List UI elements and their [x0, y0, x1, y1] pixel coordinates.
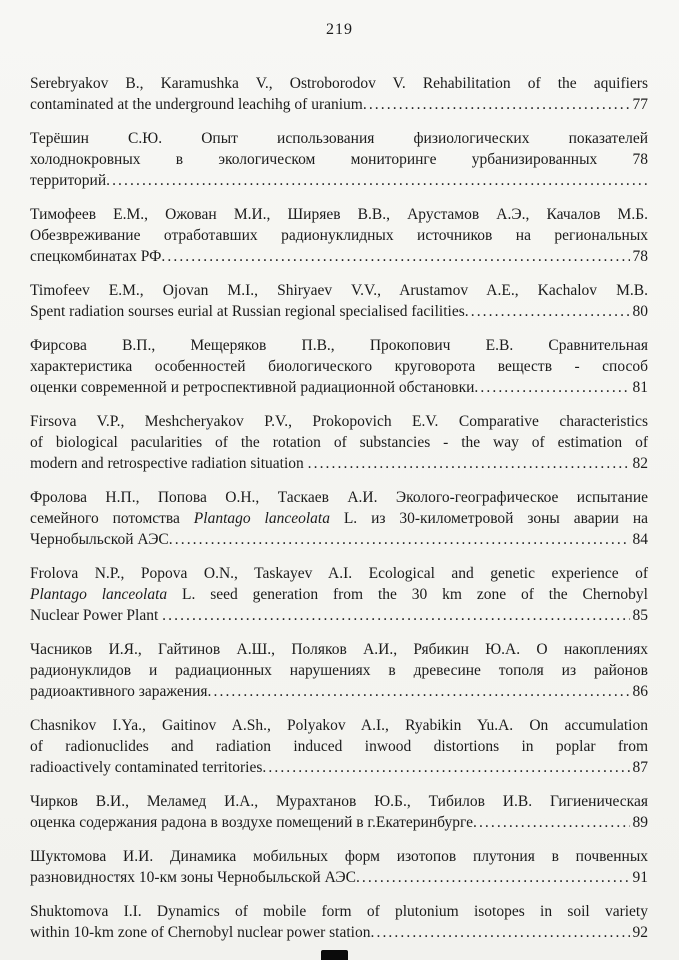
entry-line	[30, 356, 648, 377]
entry-text	[30, 489, 648, 506]
text-segment: Шуктомова И.И. Динамика мобильных форм изотопов плутония в почвенных	[30, 848, 648, 865]
toc-entry	[30, 901, 648, 943]
entry-line	[30, 757, 648, 778]
leader-dots	[162, 605, 629, 626]
leader-dots	[363, 94, 630, 115]
toc-entry	[30, 411, 648, 474]
page-number: 89	[632, 814, 648, 831]
leader-dots	[474, 377, 629, 398]
text-segment: территорий	[30, 172, 107, 189]
entry-line	[30, 149, 648, 170]
entry-text	[30, 301, 465, 322]
entry-text	[30, 510, 648, 527]
text-segment: Frolova N.P., Popova O.N., Taskayev A.I. Ecological and genetic experience of	[30, 565, 648, 582]
leader-dots	[308, 453, 630, 474]
scan-artifact	[321, 950, 348, 960]
entry-line	[30, 170, 648, 191]
entry-text	[30, 681, 208, 702]
text-segment: оценки современной и ретроспективной радиационной обстановки	[30, 379, 475, 396]
text-segment: Фролова Н.П., Попова О.Н., Таскаев А.И. Эколого-географическое испытание	[30, 489, 648, 506]
text-segment: характеристика особенностей биологического круговорота веществ - способ	[30, 358, 648, 375]
toc-entry	[30, 280, 648, 322]
entry-text	[30, 903, 648, 920]
text-segment: within 10-km zone of Chernobyl nuclear power station	[30, 924, 371, 941]
entry-line	[30, 301, 648, 322]
toc-entry	[30, 563, 648, 626]
text-segment: Plantago lanceolata	[30, 586, 168, 603]
entry-line	[30, 453, 648, 474]
leader-dots	[356, 867, 630, 888]
text-segment: Обезвреживание отработавших радионуклидных источников на региональных	[30, 227, 648, 244]
entry-line	[30, 225, 648, 246]
text-segment: Чирков В.И., Меламед И.А., Мурахтанов Ю.Б., Тибилов И.В. Гигиеническая	[30, 793, 648, 810]
page-number: 81	[632, 379, 648, 396]
page-number-header: 219	[326, 21, 353, 38]
page-number: 77	[632, 96, 648, 113]
leader-dots	[169, 529, 630, 550]
entry-text	[30, 337, 648, 354]
entry-text	[30, 453, 308, 474]
entry-line	[30, 791, 648, 812]
toc-entry	[30, 335, 648, 398]
toc	[0, 40, 679, 943]
entry-line	[30, 812, 648, 833]
text-segment: Serebryakov B., Karamushka V., Ostroborodov V. Rehabilitation of the aquifiers	[30, 75, 648, 92]
entry-text	[30, 170, 106, 191]
entry-text	[30, 358, 648, 375]
entry-line	[30, 660, 648, 681]
entry-text	[30, 586, 648, 603]
text-segment: Shuktomova I.I. Dynamics of mobile form of plutonium isotopes in soil variety	[30, 903, 648, 920]
toc-entry	[30, 487, 648, 550]
page-number: 86	[632, 683, 648, 700]
page-number: 92	[632, 924, 648, 941]
entry-line	[30, 639, 648, 660]
toc-entry	[30, 846, 648, 888]
text-segment: Чернобыльской АЭС	[30, 531, 169, 548]
toc-entry	[30, 128, 648, 191]
entry-line	[30, 584, 648, 605]
text-segment: Nuclear Power Plant	[30, 607, 163, 624]
page-number: 91	[632, 869, 648, 886]
entry-line	[30, 335, 648, 356]
text-segment: Терёшин С.Ю. Опыт использования физиологических показателей	[30, 130, 648, 147]
leader-dots	[161, 246, 629, 267]
leader-dots	[262, 757, 629, 778]
entry-text	[30, 565, 648, 582]
toc-entry	[30, 715, 648, 778]
entry-line	[30, 508, 648, 529]
entry-line	[30, 605, 648, 626]
page-number: 85	[632, 607, 648, 624]
entry-line	[30, 529, 648, 550]
text-segment: Spent radiation sourses eurial at Russian regional specialised facilities	[30, 303, 465, 320]
entry-line	[30, 846, 648, 867]
entry-text	[30, 413, 648, 430]
entry-text	[30, 529, 169, 550]
entry-line	[30, 487, 648, 508]
entry-text	[30, 717, 648, 734]
leader-dots	[106, 170, 648, 191]
page-number: 78	[632, 248, 648, 265]
text-segment: оценка содержания радона в воздухе помещений в г.Екатеринбурге	[30, 814, 473, 831]
toc-entry	[30, 639, 648, 702]
text-segment: Timofeev E.M., Ojovan M.I., Shiryaev V.V., Arustamov A.E., Kachalov M.B.	[30, 282, 648, 299]
leader-dots	[473, 812, 630, 833]
entry-line	[30, 73, 648, 94]
text-segment: Фирсова В.П., Мещеряков П.В., Прокопович Е.В. Сравнительная	[30, 337, 648, 354]
entry-text	[30, 867, 356, 888]
entry-text	[30, 812, 473, 833]
entry-line	[30, 901, 648, 922]
toc-entry	[30, 204, 648, 267]
entry-text	[30, 757, 262, 778]
entry-text	[30, 151, 648, 168]
page-number: 78	[632, 151, 648, 168]
entry-text	[30, 206, 648, 223]
text-segment: радионуклидов и радиационных нарушениях в древесине тополя из районов	[30, 662, 648, 679]
text-segment: холоднокровных в экологическом мониторинге урбанизированных	[30, 151, 633, 168]
entry-line	[30, 432, 648, 453]
entry-line	[30, 377, 648, 398]
entry-text	[30, 434, 648, 451]
text-segment: L. из 30-километровой зоны аварии на	[329, 510, 648, 527]
page-number: 80	[632, 303, 648, 320]
leader-dots	[208, 681, 630, 702]
entry-text	[30, 377, 474, 398]
entry-line	[30, 280, 648, 301]
entry-text	[30, 75, 648, 92]
text-segment: разновидностях 10-км зоны Чернобыльской АЭС	[30, 869, 356, 886]
entry-line	[30, 922, 648, 943]
entry-text	[30, 738, 648, 755]
entry-text	[30, 605, 162, 626]
entry-line	[30, 736, 648, 757]
toc-entry	[30, 73, 648, 115]
entry-text	[30, 227, 648, 244]
entry-line	[30, 94, 648, 115]
page-number: 82	[632, 455, 648, 472]
entry-line	[30, 867, 648, 888]
text-segment: Plantago lanceolata	[193, 510, 330, 527]
entry-line	[30, 246, 648, 267]
text-segment: contaminated at the underground leachihg of uranium	[30, 96, 363, 113]
text-segment: of biological pacularities of the rotation of substancies - the way of estimation of	[30, 434, 648, 451]
entry-text	[30, 282, 648, 299]
page-number: 84	[632, 531, 648, 548]
text-segment: радиоактивного заражения	[30, 683, 208, 700]
entry-line	[30, 563, 648, 584]
entry-line	[30, 681, 648, 702]
text-segment: L. seed generation from the 30 km zone of the Chernobyl	[167, 586, 648, 603]
entry-text	[30, 793, 648, 810]
entry-line	[30, 411, 648, 432]
leader-dots	[371, 922, 630, 943]
entry-line	[30, 204, 648, 225]
text-segment: спецкомбинатах РФ	[30, 248, 162, 265]
entry-text	[30, 94, 363, 115]
entry-text	[30, 662, 648, 679]
text-segment: of radionuclides and radiation induced inwood distortions in poplar from	[30, 738, 648, 755]
toc-entry	[30, 791, 648, 833]
text-segment: Часников И.Я., Гайтинов А.Ш., Поляков А.И., Рябикин Ю.А. О накоплениях	[30, 641, 648, 658]
entry-text	[30, 641, 648, 658]
leader-dots	[465, 301, 630, 322]
entry-text	[30, 130, 648, 147]
entry-line	[30, 715, 648, 736]
entry-line	[30, 128, 648, 149]
page-number: 87	[632, 759, 648, 776]
entry-text	[30, 848, 648, 865]
entry-text	[30, 246, 161, 267]
entry-text	[30, 922, 371, 943]
text-segment: modern and retrospective radiation situation	[30, 455, 308, 472]
text-segment: Firsova V.P., Meshcheryakov P.V., Prokopovich E.V. Comparative characteristics	[30, 413, 648, 430]
text-segment: семейного потомства	[30, 510, 194, 527]
text-segment: Тимофеев Е.М., Ожован М.И., Ширяев В.В., Арустамов А.Э., Качалов М.Б.	[30, 206, 648, 223]
text-segment: Chasnikov I.Ya., Gaitinov A.Sh., Polyakov A.I., Ryabikin Yu.A. On accumulation	[30, 717, 648, 734]
text-segment: radioactively contaminated territories	[30, 759, 263, 776]
